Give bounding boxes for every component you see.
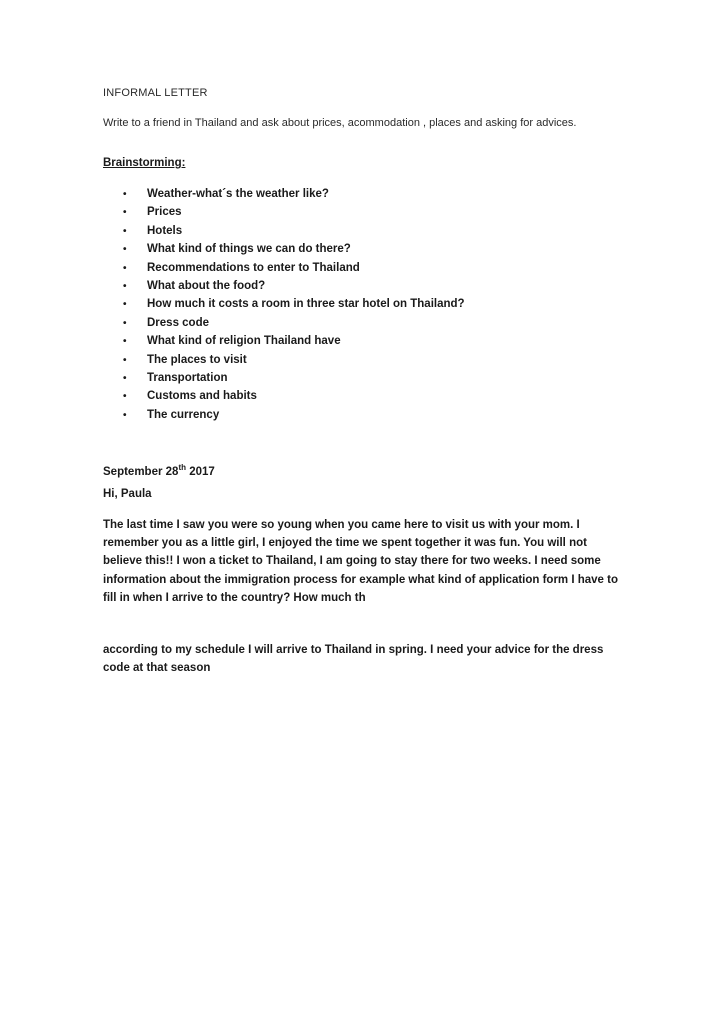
letter-paragraph: according to my schedule I will arrive to Thailand in spring. I need your advice for the dress code at that season [103,644,604,675]
date-suffix: th [178,463,186,472]
bullet-icon: • [123,189,127,200]
list-item-text: Weather-what´s the weather like? [147,188,329,200]
bullet-icon: • [123,372,127,384]
list-item-text: Hotels [147,224,183,237]
bullet-icon: • [123,336,127,348]
list-item [123,240,465,258]
brainstorming-title: Brainstorming: [103,157,186,169]
date-month-day: September 28 [103,466,179,478]
bullet-icon: • [123,262,127,274]
letter-date [103,463,215,478]
list-item [123,295,465,313]
bullet-icon: • [123,280,127,292]
list-item-text: How much it costs a room in three star hotel on Thailand? [147,298,465,311]
list-item-text: Transportation [147,371,228,384]
list-item [123,332,465,350]
letter-paragraph: The last time I saw you were so young when you came here to visit us with your mom. I remember you as a little girl, I enjoyed the time we spent together it was fun. You will not believe this!! I won a ticket to Thailand, I am going to stay there for two weeks. I need some information about the immigration process for example what kind of application form I have to fill in when I arrive to the country? How much th [103,519,619,604]
list-item-text: The places to visit [147,353,247,366]
bullet-icon: • [123,391,127,403]
bullet-icon: • [123,207,127,219]
bullet-icon: • [123,317,127,329]
list-item [123,369,465,387]
list-item-text: Recommendations to enter to Thailand [147,261,360,274]
list-item-text: Prices [147,206,182,219]
list-item [123,277,465,295]
bullet-icon: • [123,244,127,256]
list-item [123,406,465,424]
letter-greeting: Hi, Paula [103,488,152,500]
list-item-text: Dress code [147,316,210,329]
list-item [123,203,465,221]
list-item [123,387,465,405]
list-item-text: What kind of religion Thailand have [147,335,341,348]
bullet-icon: • [123,299,127,311]
task-instructions: Write to a friend in Thailand and ask about prices, acommodation , places and asking for advices. [103,117,577,129]
list-item [123,185,465,203]
list-item [123,314,465,332]
list-item [123,351,465,369]
document-heading: INFORMAL LETTER [103,87,208,99]
date-year: 2017 [186,466,215,478]
bullet-icon: • [123,225,127,237]
list-item-text: The currency [147,408,220,421]
bullet-icon: • [123,409,127,421]
bullet-icon: • [123,354,127,366]
list-item [123,259,465,277]
list-item-text: What kind of things we can do there? [147,243,351,256]
brainstorming-list [123,185,465,424]
list-item [123,222,465,240]
list-item-text: Customs and habits [147,390,257,403]
list-item-text: What about the food? [147,279,266,292]
